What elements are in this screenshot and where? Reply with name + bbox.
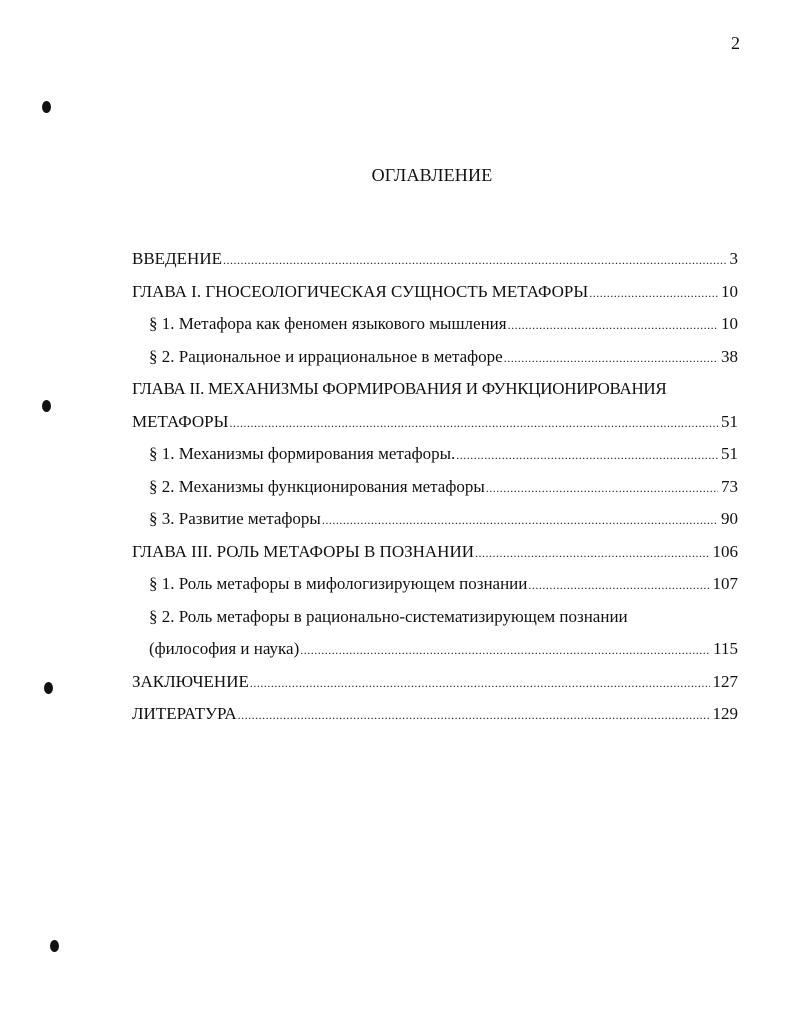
toc-entry-text: МЕТАФОРЫ [132, 411, 229, 431]
toc-entry-text: § 2. Механизмы функционирования метафоры [149, 476, 485, 496]
toc-entry-page: 51 [721, 411, 738, 431]
dot-leader [456, 438, 718, 472]
toc-entry-text: ЛИТЕРАТУРА [132, 704, 237, 723]
dot-leader [322, 503, 718, 537]
toc-entry-page: 51 [721, 444, 738, 463]
toc-entry-text: ГЛАВА II. МЕХАНИЗМЫ ФОРМИРОВАНИЯ И ФУНКЦИОНИРОВАНИЯ [132, 379, 667, 398]
toc-entry-ch2-section-2 [132, 471, 738, 504]
toc-entry-text: ГЛАВА I. ГНОСЕОЛОГИЧЕСКАЯ СУЩНОСТЬ МЕТАФОРЫ [132, 281, 589, 301]
toc-entry-page: 106 [712, 541, 738, 561]
toc-entry-text: § 3. Развитие метафоры [149, 509, 321, 528]
toc-entry-chapter-2-continued [132, 406, 738, 439]
toc-entry-page: 90 [721, 509, 738, 528]
dot-leader [223, 243, 727, 277]
dot-leader [504, 341, 718, 375]
toc-entry-chapter-2 [132, 373, 738, 406]
binding-hole-mark [50, 940, 59, 952]
toc-entry-ch1-section-2 [132, 341, 738, 374]
dot-leader [300, 633, 710, 667]
dot-leader [589, 276, 718, 310]
toc-entry-ch3-section-2-continued [132, 633, 738, 666]
toc-entry-text: § 2. Рациональное и иррациональное в метафоре [149, 346, 503, 366]
toc-entry-page: 10 [721, 314, 738, 333]
binding-hole-mark [44, 682, 53, 694]
toc-entry-text: ЗАКЛЮЧЕНИЕ [132, 671, 249, 691]
toc-entry-introduction [132, 243, 738, 276]
toc-entry-text: (философия и наука) [149, 639, 300, 658]
toc-entry-text: § 1. Механизмы формирования метафоры. [149, 444, 456, 463]
toc-entry-text: § 1. Метафора как феномен языкового мышления [149, 314, 507, 333]
toc-entry-ch1-section-1 [132, 308, 738, 341]
dot-leader [238, 698, 710, 732]
toc-entry-chapter-1 [132, 276, 738, 309]
toc-entry-conclusion [132, 666, 738, 699]
page-number: 2 [731, 33, 740, 53]
toc-entry-ch2-section-3 [132, 503, 738, 536]
toc-entry-text: § 2. Роль метафоры в рационально-систематизирующем познании [149, 606, 628, 626]
dot-leader [475, 536, 709, 570]
toc-entry-literature [132, 698, 738, 731]
dot-leader [250, 666, 710, 700]
toc-entry-page: 10 [721, 281, 738, 301]
toc-entry-page: 38 [721, 346, 738, 366]
toc-entry-text: § 1. Роль метафоры в мифологизирующем познании [149, 574, 528, 593]
dot-leader [508, 308, 718, 342]
dot-leader [486, 471, 718, 505]
toc-entry-page: 3 [729, 249, 738, 268]
toc-entry-chapter-3 [132, 536, 738, 569]
toc-entry-page: 107 [712, 574, 738, 593]
binding-hole-mark [42, 400, 51, 412]
toc-entry-text: ГЛАВА III. РОЛЬ МЕТАФОРЫ В ПОЗНАНИИ [132, 541, 475, 561]
toc-entry-ch2-section-1 [132, 438, 738, 471]
toc-entry-ch3-section-2 [132, 601, 738, 634]
toc-entry-page: 129 [712, 704, 738, 723]
toc-entry-page: 73 [721, 476, 738, 496]
dot-leader [229, 406, 718, 440]
table-of-contents [132, 243, 738, 731]
dot-leader [528, 568, 709, 602]
toc-entry-page: 115 [713, 639, 738, 658]
toc-entry-text: ВВЕДЕНИЕ [132, 249, 222, 268]
toc-entry-page: 127 [712, 671, 738, 691]
binding-hole-mark [42, 101, 51, 113]
toc-title: ОГЛАВЛЕНИЕ [371, 165, 493, 185]
toc-entry-ch3-section-1 [132, 568, 738, 601]
